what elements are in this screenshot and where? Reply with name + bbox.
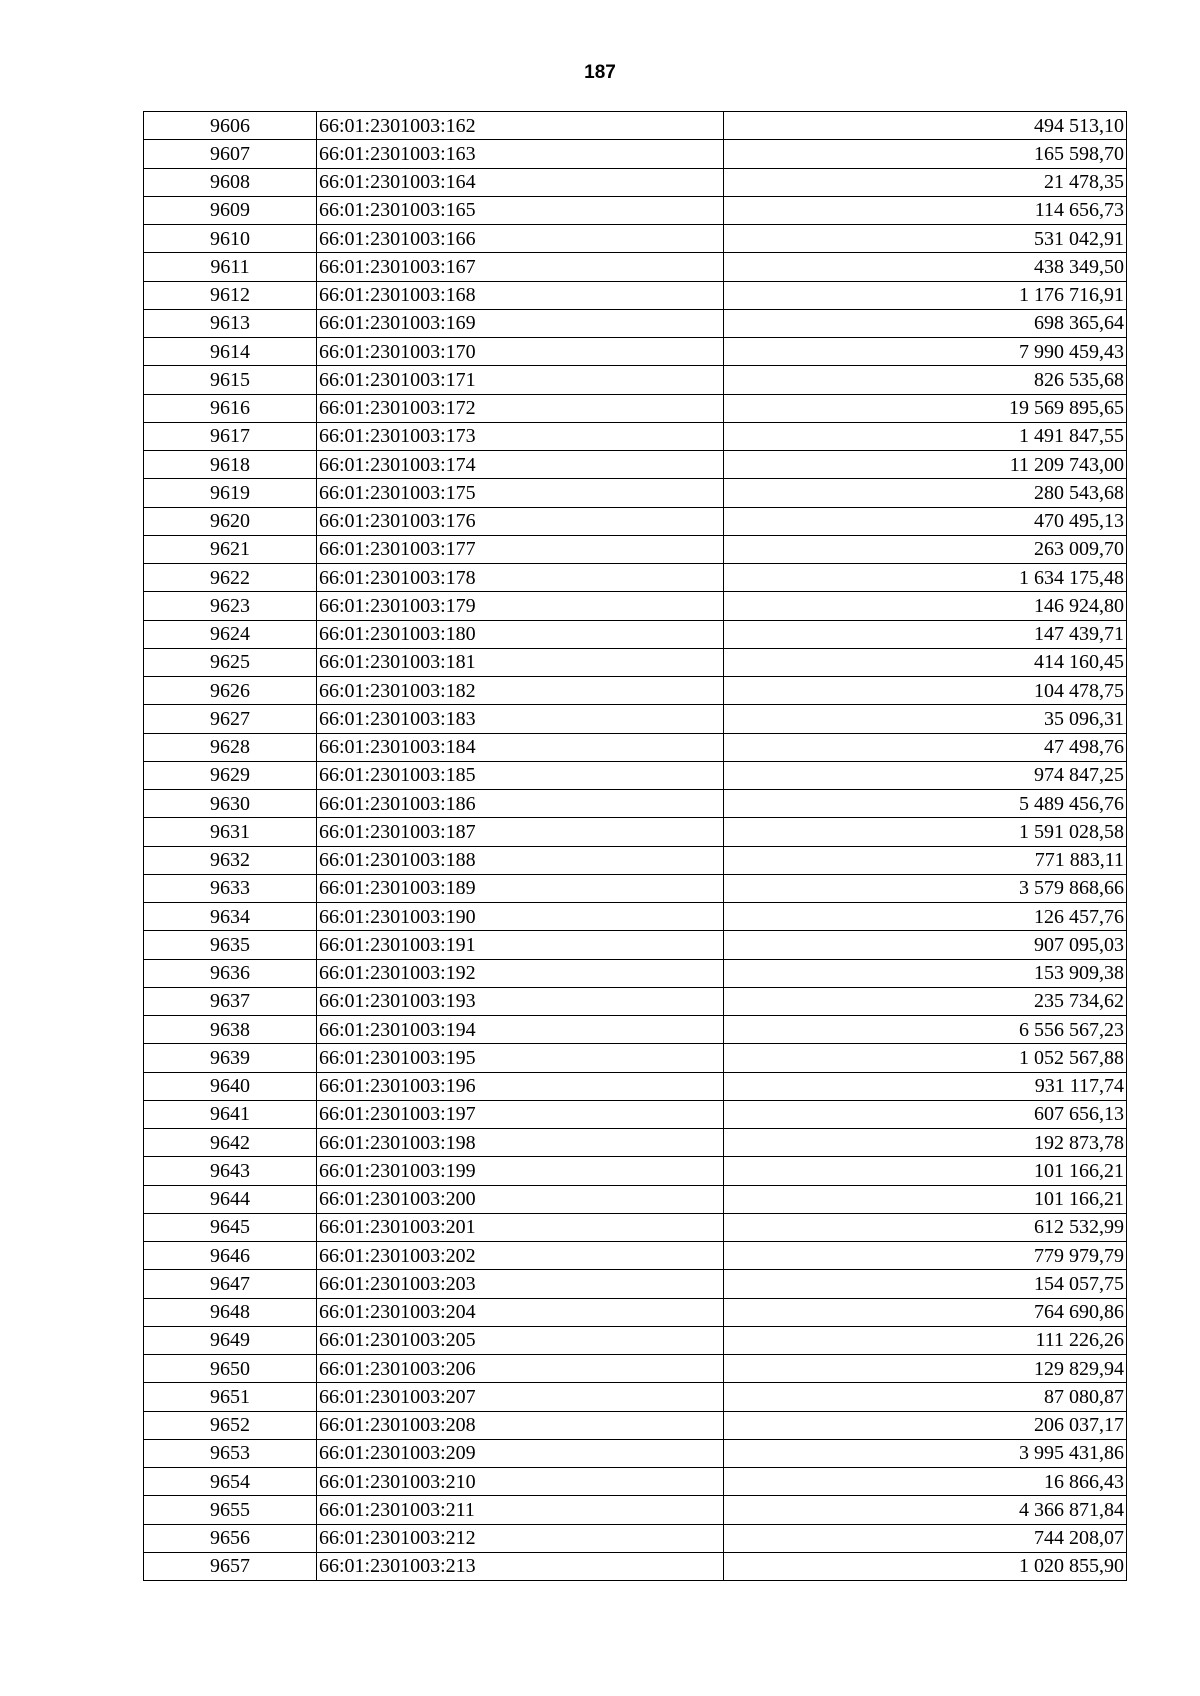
row-number: 9640 bbox=[144, 1072, 317, 1100]
table-row bbox=[144, 338, 1127, 366]
row-number: 9657 bbox=[144, 1552, 317, 1580]
cadastral-value: 438 349,50 bbox=[724, 253, 1127, 281]
cadastral-value: 154 057,75 bbox=[724, 1270, 1127, 1298]
row-number: 9650 bbox=[144, 1355, 317, 1383]
row-number: 9624 bbox=[144, 620, 317, 648]
cadastral-value: 764 690,86 bbox=[724, 1298, 1127, 1326]
table-row bbox=[144, 1411, 1127, 1439]
cadastral-number: 66:01:2301003:202 bbox=[317, 1242, 724, 1270]
row-number: 9654 bbox=[144, 1468, 317, 1496]
cadastral-value: 1 591 028,58 bbox=[724, 818, 1127, 846]
row-number: 9625 bbox=[144, 648, 317, 676]
cadastral-value: 87 080,87 bbox=[724, 1383, 1127, 1411]
cadastral-number: 66:01:2301003:201 bbox=[317, 1213, 724, 1241]
cadastral-value: 1 052 567,88 bbox=[724, 1044, 1127, 1072]
row-number: 9647 bbox=[144, 1270, 317, 1298]
cadastral-value: 11 209 743,00 bbox=[724, 451, 1127, 479]
cadastral-value: 165 598,70 bbox=[724, 140, 1127, 168]
cadastral-value: 1 634 175,48 bbox=[724, 564, 1127, 592]
row-number: 9644 bbox=[144, 1185, 317, 1213]
table-row bbox=[144, 253, 1127, 281]
cadastral-value: 21 478,35 bbox=[724, 168, 1127, 196]
row-number: 9608 bbox=[144, 168, 317, 196]
cadastral-value: 4 366 871,84 bbox=[724, 1496, 1127, 1524]
table-row bbox=[144, 507, 1127, 535]
row-number: 9629 bbox=[144, 761, 317, 789]
cadastral-number: 66:01:2301003:163 bbox=[317, 140, 724, 168]
table-row bbox=[144, 931, 1127, 959]
row-number: 9648 bbox=[144, 1298, 317, 1326]
cadastral-number: 66:01:2301003:171 bbox=[317, 366, 724, 394]
cadastral-number: 66:01:2301003:181 bbox=[317, 648, 724, 676]
row-number: 9610 bbox=[144, 225, 317, 253]
row-number: 9620 bbox=[144, 507, 317, 535]
row-number: 9633 bbox=[144, 874, 317, 902]
cadastral-number: 66:01:2301003:195 bbox=[317, 1044, 724, 1072]
row-number: 9651 bbox=[144, 1383, 317, 1411]
cadastral-value: 129 829,94 bbox=[724, 1355, 1127, 1383]
table-row bbox=[144, 1100, 1127, 1128]
cadastral-number: 66:01:2301003:207 bbox=[317, 1383, 724, 1411]
cadastral-value: 280 543,68 bbox=[724, 479, 1127, 507]
table-row bbox=[144, 761, 1127, 789]
row-number: 9607 bbox=[144, 140, 317, 168]
table-row bbox=[144, 1213, 1127, 1241]
cadastral-value: 16 866,43 bbox=[724, 1468, 1127, 1496]
cadastral-number: 66:01:2301003:198 bbox=[317, 1129, 724, 1157]
cadastral-number: 66:01:2301003:185 bbox=[317, 761, 724, 789]
cadastral-number: 66:01:2301003:192 bbox=[317, 959, 724, 987]
cadastral-number: 66:01:2301003:209 bbox=[317, 1439, 724, 1467]
cadastral-number: 66:01:2301003:175 bbox=[317, 479, 724, 507]
cadastral-value: 7 990 459,43 bbox=[724, 338, 1127, 366]
table-row bbox=[144, 1524, 1127, 1552]
cadastral-number: 66:01:2301003:174 bbox=[317, 451, 724, 479]
table-row bbox=[144, 168, 1127, 196]
row-number: 9634 bbox=[144, 903, 317, 931]
row-number: 9635 bbox=[144, 931, 317, 959]
row-number: 9643 bbox=[144, 1157, 317, 1185]
table-row bbox=[144, 790, 1127, 818]
cadastral-number: 66:01:2301003:188 bbox=[317, 846, 724, 874]
table-row bbox=[144, 1044, 1127, 1072]
cadastral-value: 974 847,25 bbox=[724, 761, 1127, 789]
cadastral-number: 66:01:2301003:191 bbox=[317, 931, 724, 959]
table-row bbox=[144, 959, 1127, 987]
row-number: 9652 bbox=[144, 1411, 317, 1439]
cadastral-number: 66:01:2301003:189 bbox=[317, 874, 724, 902]
cadastral-number: 66:01:2301003:190 bbox=[317, 903, 724, 931]
row-number: 9649 bbox=[144, 1326, 317, 1354]
cadastral-number: 66:01:2301003:165 bbox=[317, 196, 724, 224]
cadastral-value-table bbox=[143, 111, 1127, 1581]
cadastral-number: 66:01:2301003:177 bbox=[317, 535, 724, 563]
cadastral-value: 470 495,13 bbox=[724, 507, 1127, 535]
table-row bbox=[144, 140, 1127, 168]
row-number: 9631 bbox=[144, 818, 317, 846]
row-number: 9617 bbox=[144, 422, 317, 450]
row-number: 9653 bbox=[144, 1439, 317, 1467]
table-row bbox=[144, 1242, 1127, 1270]
cadastral-value: 744 208,07 bbox=[724, 1524, 1127, 1552]
table-row bbox=[144, 366, 1127, 394]
table-row bbox=[144, 451, 1127, 479]
table-row bbox=[144, 733, 1127, 761]
cadastral-number: 66:01:2301003:173 bbox=[317, 422, 724, 450]
row-number: 9609 bbox=[144, 196, 317, 224]
cadastral-value: 494 513,10 bbox=[724, 112, 1127, 140]
cadastral-value: 607 656,13 bbox=[724, 1100, 1127, 1128]
cadastral-value: 35 096,31 bbox=[724, 705, 1127, 733]
table-row bbox=[144, 1185, 1127, 1213]
row-number: 9614 bbox=[144, 338, 317, 366]
row-number: 9638 bbox=[144, 1016, 317, 1044]
cadastral-number: 66:01:2301003:213 bbox=[317, 1552, 724, 1580]
row-number: 9641 bbox=[144, 1100, 317, 1128]
cadastral-value: 531 042,91 bbox=[724, 225, 1127, 253]
table-row bbox=[144, 1072, 1127, 1100]
table-row bbox=[144, 281, 1127, 309]
cadastral-value: 104 478,75 bbox=[724, 677, 1127, 705]
cadastral-number: 66:01:2301003:180 bbox=[317, 620, 724, 648]
row-number: 9628 bbox=[144, 733, 317, 761]
row-number: 9612 bbox=[144, 281, 317, 309]
row-number: 9656 bbox=[144, 1524, 317, 1552]
cadastral-value: 826 535,68 bbox=[724, 366, 1127, 394]
cadastral-number: 66:01:2301003:212 bbox=[317, 1524, 724, 1552]
row-number: 9615 bbox=[144, 366, 317, 394]
cadastral-number: 66:01:2301003:187 bbox=[317, 818, 724, 846]
table-row bbox=[144, 1496, 1127, 1524]
row-number: 9611 bbox=[144, 253, 317, 281]
cadastral-number: 66:01:2301003:193 bbox=[317, 987, 724, 1015]
cadastral-number: 66:01:2301003:184 bbox=[317, 733, 724, 761]
cadastral-value: 1 491 847,55 bbox=[724, 422, 1127, 450]
table-row bbox=[144, 1129, 1127, 1157]
table-row bbox=[144, 903, 1127, 931]
cadastral-value: 6 556 567,23 bbox=[724, 1016, 1127, 1044]
row-number: 9646 bbox=[144, 1242, 317, 1270]
cadastral-value: 146 924,80 bbox=[724, 592, 1127, 620]
table-row bbox=[144, 422, 1127, 450]
table-row bbox=[144, 874, 1127, 902]
table-row bbox=[144, 1468, 1127, 1496]
cadastral-value: 47 498,76 bbox=[724, 733, 1127, 761]
cadastral-value: 931 117,74 bbox=[724, 1072, 1127, 1100]
cadastral-number: 66:01:2301003:206 bbox=[317, 1355, 724, 1383]
row-number: 9613 bbox=[144, 309, 317, 337]
table-row bbox=[144, 225, 1127, 253]
row-number: 9623 bbox=[144, 592, 317, 620]
cadastral-number: 66:01:2301003:169 bbox=[317, 309, 724, 337]
cadastral-value: 414 160,45 bbox=[724, 648, 1127, 676]
cadastral-number: 66:01:2301003:208 bbox=[317, 1411, 724, 1439]
cadastral-value: 111 226,26 bbox=[724, 1326, 1127, 1354]
row-number: 9637 bbox=[144, 987, 317, 1015]
cadastral-number: 66:01:2301003:167 bbox=[317, 253, 724, 281]
row-number: 9619 bbox=[144, 479, 317, 507]
cadastral-number: 66:01:2301003:183 bbox=[317, 705, 724, 733]
cadastral-value: 3 579 868,66 bbox=[724, 874, 1127, 902]
row-number: 9632 bbox=[144, 846, 317, 874]
cadastral-number: 66:01:2301003:170 bbox=[317, 338, 724, 366]
table-row bbox=[144, 196, 1127, 224]
cadastral-value: 1 020 855,90 bbox=[724, 1552, 1127, 1580]
table-body bbox=[144, 112, 1127, 1581]
table-row bbox=[144, 1439, 1127, 1467]
cadastral-value: 126 457,76 bbox=[724, 903, 1127, 931]
table-row bbox=[144, 1552, 1127, 1580]
cadastral-value: 192 873,78 bbox=[724, 1129, 1127, 1157]
table-row bbox=[144, 846, 1127, 874]
cadastral-value: 235 734,62 bbox=[724, 987, 1127, 1015]
cadastral-value: 206 037,17 bbox=[724, 1411, 1127, 1439]
cadastral-number: 66:01:2301003:205 bbox=[317, 1326, 724, 1354]
table-row bbox=[144, 479, 1127, 507]
page-number: 187 bbox=[584, 62, 616, 83]
cadastral-number: 66:01:2301003:176 bbox=[317, 507, 724, 535]
cadastral-value: 263 009,70 bbox=[724, 535, 1127, 563]
cadastral-value: 779 979,79 bbox=[724, 1242, 1127, 1270]
table-row bbox=[144, 1298, 1127, 1326]
table-row bbox=[144, 705, 1127, 733]
cadastral-number: 66:01:2301003:166 bbox=[317, 225, 724, 253]
cadastral-value: 3 995 431,86 bbox=[724, 1439, 1127, 1467]
cadastral-value: 1 176 716,91 bbox=[724, 281, 1127, 309]
cadastral-number: 66:01:2301003:168 bbox=[317, 281, 724, 309]
row-number: 9626 bbox=[144, 677, 317, 705]
cadastral-number: 66:01:2301003:203 bbox=[317, 1270, 724, 1298]
row-number: 9630 bbox=[144, 790, 317, 818]
row-number: 9627 bbox=[144, 705, 317, 733]
table-row bbox=[144, 564, 1127, 592]
row-number: 9618 bbox=[144, 451, 317, 479]
cadastral-number: 66:01:2301003:182 bbox=[317, 677, 724, 705]
row-number: 9616 bbox=[144, 394, 317, 422]
table-row bbox=[144, 1326, 1127, 1354]
table-row bbox=[144, 677, 1127, 705]
cadastral-value: 5 489 456,76 bbox=[724, 790, 1127, 818]
row-number: 9645 bbox=[144, 1213, 317, 1241]
cadastral-number: 66:01:2301003:178 bbox=[317, 564, 724, 592]
row-number: 9642 bbox=[144, 1129, 317, 1157]
table-row bbox=[144, 1270, 1127, 1298]
cadastral-number: 66:01:2301003:186 bbox=[317, 790, 724, 818]
cadastral-value: 101 166,21 bbox=[724, 1157, 1127, 1185]
cadastral-number: 66:01:2301003:200 bbox=[317, 1185, 724, 1213]
cadastral-number: 66:01:2301003:199 bbox=[317, 1157, 724, 1185]
table-row bbox=[144, 987, 1127, 1015]
cadastral-value: 907 095,03 bbox=[724, 931, 1127, 959]
row-number: 9639 bbox=[144, 1044, 317, 1072]
row-number: 9606 bbox=[144, 112, 317, 140]
cadastral-number: 66:01:2301003:204 bbox=[317, 1298, 724, 1326]
table-row bbox=[144, 535, 1127, 563]
table-row bbox=[144, 394, 1127, 422]
cadastral-number: 66:01:2301003:210 bbox=[317, 1468, 724, 1496]
table-row bbox=[144, 1383, 1127, 1411]
cadastral-value: 19 569 895,65 bbox=[724, 394, 1127, 422]
table-row bbox=[144, 1016, 1127, 1044]
row-number: 9636 bbox=[144, 959, 317, 987]
row-number: 9622 bbox=[144, 564, 317, 592]
cadastral-value: 698 365,64 bbox=[724, 309, 1127, 337]
table-row bbox=[144, 112, 1127, 140]
cadastral-number: 66:01:2301003:162 bbox=[317, 112, 724, 140]
cadastral-number: 66:01:2301003:196 bbox=[317, 1072, 724, 1100]
cadastral-number: 66:01:2301003:164 bbox=[317, 168, 724, 196]
table-row bbox=[144, 1157, 1127, 1185]
table-row bbox=[144, 648, 1127, 676]
table-row bbox=[144, 1355, 1127, 1383]
cadastral-value: 153 909,38 bbox=[724, 959, 1127, 987]
table-row bbox=[144, 592, 1127, 620]
cadastral-value: 147 439,71 bbox=[724, 620, 1127, 648]
cadastral-number: 66:01:2301003:211 bbox=[317, 1496, 724, 1524]
table-row bbox=[144, 309, 1127, 337]
cadastral-value: 612 532,99 bbox=[724, 1213, 1127, 1241]
cadastral-number: 66:01:2301003:194 bbox=[317, 1016, 724, 1044]
cadastral-value: 771 883,11 bbox=[724, 846, 1127, 874]
cadastral-number: 66:01:2301003:197 bbox=[317, 1100, 724, 1128]
cadastral-value: 114 656,73 bbox=[724, 196, 1127, 224]
cadastral-value: 101 166,21 bbox=[724, 1185, 1127, 1213]
row-number: 9621 bbox=[144, 535, 317, 563]
row-number: 9655 bbox=[144, 1496, 317, 1524]
table-row bbox=[144, 620, 1127, 648]
cadastral-number: 66:01:2301003:172 bbox=[317, 394, 724, 422]
table-row bbox=[144, 818, 1127, 846]
cadastral-number: 66:01:2301003:179 bbox=[317, 592, 724, 620]
